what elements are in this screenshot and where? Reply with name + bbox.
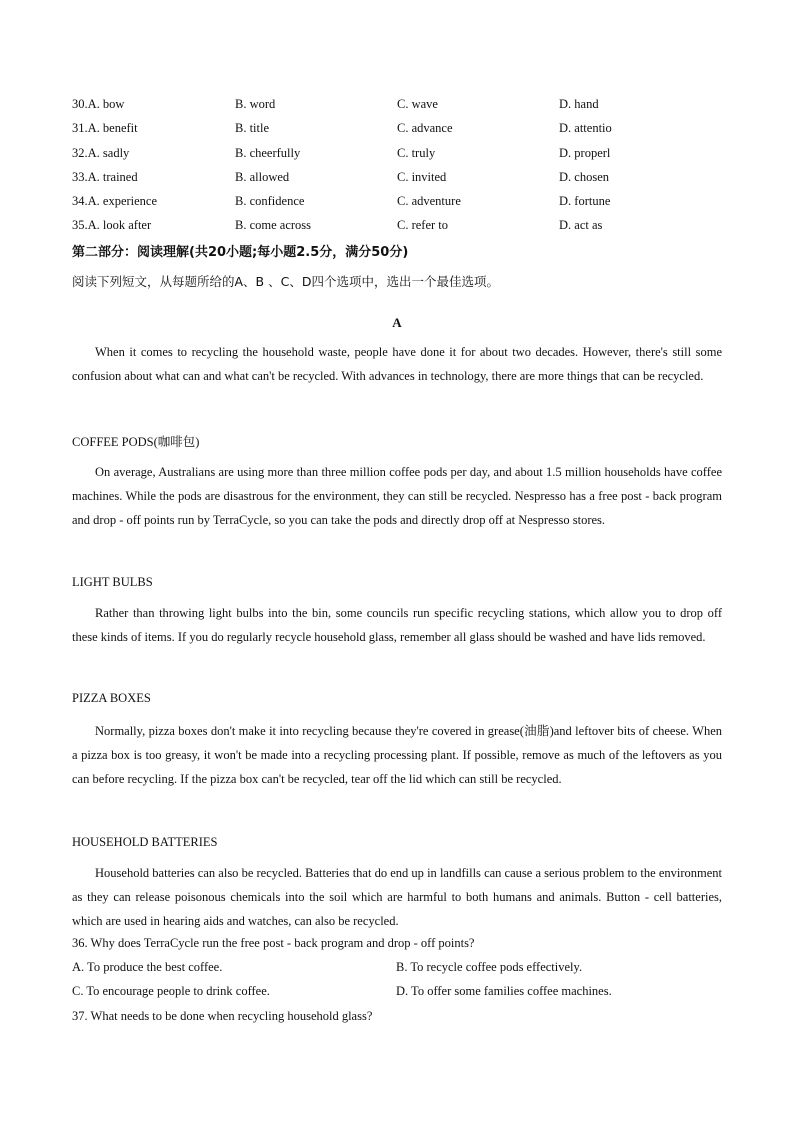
option-32-b: B. cheerfully [235,145,301,160]
option-32-c: C. truly [397,145,436,160]
option-33-a: 33.A. trained [72,169,138,184]
option-34-d: D. fortune [559,194,611,209]
options-row [72,118,732,142]
paragraph-light-bulbs [72,601,722,649]
option-33-d: D. chosen [559,169,609,184]
option-34-b: B. confidence [235,194,305,209]
question-36-stem: 36. Why does TerraCycle run the free post - back program and drop - off points? [72,936,475,950]
options-row [72,191,732,215]
section-heading-pizza-boxes: PIZZA BOXES [72,691,151,705]
option-35-d: D. act as [559,218,603,233]
options-row [72,143,732,167]
question-36-option-c: C. To encourage people to drink coffee. [72,984,270,998]
paragraph-pizza-boxes [72,719,722,792]
paragraph-household-batteries [72,861,722,934]
passage-intro-text: When it comes to recycling the household waste, people have done it for about two decades. However, there's still some confusion about what can and what can't be recycled. With advances in technology, there are more things that can be recycled. [72,345,722,384]
section-heading-coffee-pods: COFFEE PODS(咖啡包) [72,435,200,449]
option-35-c: C. refer to [397,218,449,233]
paragraph-light-bulbs-text: Rather than throwing light bulbs into the bin, some councils run specific recycling stations, which allow you to drop off these kinds of items. If you do regularly recycle household glass, remember all glass should be washed and have lids removed. [72,606,722,645]
section-heading-household-batteries: HOUSEHOLD BATTERIES [72,835,218,849]
question-36-option-b: B. To recycle coffee pods effectively. [396,960,583,974]
option-34-a: 34.A. experience [72,194,158,209]
passage-letter: A [392,315,402,330]
option-34-c: C. adventure [397,194,461,209]
section-instructions: 阅读下列短文，从每题所给的A、B 、C、D四个选项中，选出一个最佳选项。 [72,274,499,289]
question-36-option-a: A. To produce the best coffee. [72,960,223,974]
option-33-c: C. invited [397,169,447,184]
paragraph-household-batteries-text: Household batteries can also be recycled. Batteries that do end up in landfills can cause a serious problem to the environment as they can release poisonous chemicals into the soil which are harmful to both humans and animals. Button - cell batteries, which are used in hearing aids and watches, can also be recycled. [72,866,722,929]
option-31-a: 31.A. benefit [72,121,138,136]
option-30-d: D. hand [559,97,599,111]
option-31-c: C. advance [397,121,453,136]
options-row [72,215,732,239]
paragraph-coffee-pods-text: On average, Australians are using more than three million coffee pods per day, and about 1.5 million households have coffee machines. While the pods are disastrous for the environment, they can still be recycled. Nespresso has a free post - back program and drop - off points run by TerraCycle, so you can take the pods and directly drop off at Nespresso stores. [72,465,722,528]
question-36-option-d: D. To offer some families coffee machines. [396,984,612,998]
option-33-b: B. allowed [235,169,290,184]
option-30-c: C. wave [397,97,438,111]
paragraph-coffee-pods [72,460,722,533]
option-30-b: B. word [235,97,276,111]
passage-intro [72,340,722,388]
option-30-a: 30.A. bow [72,97,125,111]
cloze-options-table [72,94,732,240]
section-heading-light-bulbs: LIGHT BULBS [72,575,153,589]
option-35-a: 35.A. look after [72,218,152,233]
option-31-b: B. title [235,121,270,136]
option-32-d: D. properl [559,145,611,160]
option-31-d: D. attentio [559,121,612,136]
option-32-a: 32.A. sadly [72,145,130,160]
paragraph-pizza-boxes-text: Normally, pizza boxes don't make it into recycling because they're covered in grease(油脂)and leftover bits of cheese. When a pizza box is too greasy, it won't be made into a recycling processing plant. If possible, remove as much of the leftovers as you can before recycling. If the pizza box can't be recycled, tear off the lid which can still be recycled. [72,724,722,787]
section-title: 第二部分：阅读理解(共20小题;每小题2.5分，满分50分) [72,245,409,260]
option-35-b: B. come across [235,218,312,233]
question-37-stem: 37. What needs to be done when recycling household glass? [72,1009,373,1023]
options-row [72,167,732,191]
options-row [72,94,732,118]
